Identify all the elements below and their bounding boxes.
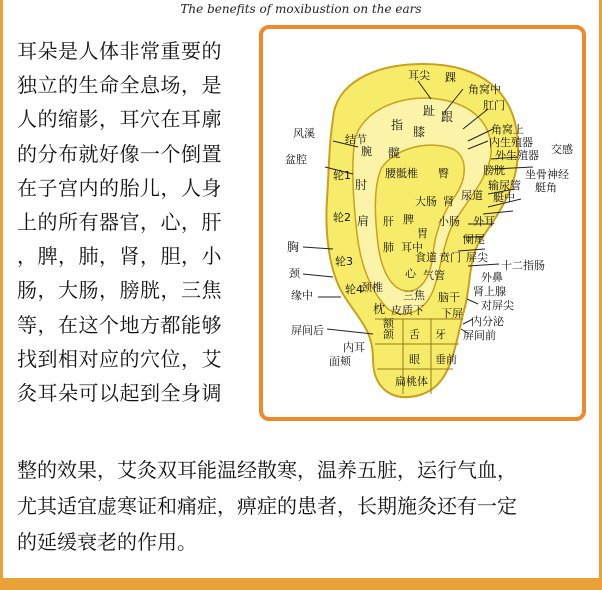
label-pingjianhou: 屏间后 — [291, 324, 324, 337]
label-neck: 颈 — [289, 267, 300, 280]
label-wheel2: 轮2 — [333, 211, 351, 224]
label-appendix: 阑尾 — [463, 233, 485, 246]
label-face: 面颊 — [329, 355, 351, 368]
label-nest-mid: 角窝中 — [468, 83, 501, 96]
closing-paragraph — [17, 452, 592, 560]
label-waiting: 外耳 — [473, 215, 495, 228]
label-wheel3: 轮3 — [335, 255, 353, 268]
paragraph-line: 肠，大肠，膀胱，三焦 — [17, 278, 222, 303]
label-elbow: 肘 — [355, 178, 368, 192]
label-large-int: 大肠 — [415, 195, 437, 208]
paragraph-line: 找到相对应的穴位，艾 — [17, 346, 222, 371]
label-esophagus: 食道 — [415, 251, 437, 264]
ear-diagram-frame — [259, 25, 586, 421]
label-cardia: 贲门 — [439, 251, 461, 264]
label-pingjianqian: 屏间前 — [463, 329, 496, 342]
label-inner-ear: 内耳 — [343, 341, 365, 354]
paragraph-line: 的分布就好像一个倒置 — [17, 141, 222, 166]
label-stomach: 胃 — [417, 227, 428, 240]
label-pelvis: 盆腔 — [285, 153, 307, 166]
label-tongue: 舌 — [409, 328, 420, 341]
paragraph-line: 上的所有器官，心，肝 — [17, 210, 222, 235]
label-kidney: 肾 — [443, 195, 454, 208]
label-buttock: 臀 — [438, 167, 449, 180]
label-tooth: 牙 — [435, 328, 446, 341]
label-wheel1: 轮1 — [333, 169, 351, 182]
paragraph-line: 独立的生命全息场，是 — [17, 73, 222, 98]
paragraph-line: 耳朵是人体非常重要的 — [17, 39, 222, 63]
label-sanjiao: 三焦 — [403, 289, 425, 302]
label-small-int: 小肠 — [438, 215, 460, 228]
label-reproduce-out: 外生殖器 — [495, 149, 539, 162]
label-subcortex: 皮质下 — [391, 304, 424, 317]
label-chuiqian: 垂前 — [435, 353, 457, 366]
label-pituitary: 对屏尖 — [481, 299, 514, 312]
label-forehead: 额 — [383, 317, 394, 330]
intro-paragraph — [17, 34, 255, 410]
bottom-border — [0, 578, 602, 590]
label-trachea: 气管 — [423, 269, 445, 282]
paragraph-line: 等，在这个地方都能够 — [17, 312, 222, 337]
label-occiput: 枕 — [373, 302, 386, 316]
label-toe: 趾 — [423, 104, 436, 118]
ear-acupoint-diagram — [263, 29, 582, 417]
label-sacral: 腰骶椎 — [385, 167, 418, 180]
label-screen-tip: 屏尖 — [466, 251, 488, 264]
label-lunzhong: 缘中 — [291, 289, 313, 302]
label-ear-tip: 耳尖 — [408, 69, 430, 82]
paragraph-line: 整的效果，艾灸双耳能温经散寒，温养五脏，运行气血， — [17, 458, 517, 482]
label-brain: 脑干 — [438, 291, 460, 304]
label-anus: 肛门 — [483, 99, 505, 112]
label-ext-nose: 外鼻 — [481, 271, 503, 284]
label-wind: 风溪 — [293, 127, 315, 140]
label-ting: 艇角 — [535, 181, 557, 194]
label-heart: 心 — [405, 267, 416, 280]
label-xiabing: 下屏 — [441, 307, 463, 320]
paragraph-line: 在子宫内的胎儿，人身 — [17, 175, 222, 200]
label-finger: 指 — [391, 118, 404, 132]
label-lung: 肺 — [383, 241, 394, 254]
label-shoulder: 肩 — [357, 214, 370, 228]
label-tingzhong: 艇中 — [493, 191, 515, 204]
paragraph-line: 的延缓衰老的作用。 — [17, 530, 197, 554]
paragraph-line: 尤其适宜虚寒证和痛症，痹症的患者，长期施灸还有一定 — [17, 494, 517, 518]
label-bladder: 膀胱 — [483, 164, 505, 177]
label-nest-up: 角窝上 — [491, 123, 524, 136]
label-reproduce-in: 内生殖器 — [489, 136, 533, 149]
label-jiaogan: 交感 — [551, 143, 573, 156]
label-neck-vert: 颈椎 — [361, 281, 383, 294]
label-eye: 眼 — [409, 353, 420, 366]
paragraph-line: 人的缩影，耳穴在耳廓 — [17, 107, 222, 132]
label-heel: 跟 — [441, 110, 454, 124]
label-endocrine: 内分泌 — [471, 315, 504, 328]
label-wheel4: 轮4 — [345, 283, 363, 296]
page-heading: The benefits of moxibustion on the ears — [180, 2, 422, 16]
label-jaw: 颌 — [383, 328, 394, 341]
label-ankle: 踝 — [445, 71, 456, 84]
label-liver: 肝 — [383, 215, 394, 228]
label-chest: 胸 — [287, 240, 300, 254]
paragraph-line: ，脾，肺，肾，胆，小 — [17, 244, 222, 269]
label-ear-mid: 耳中 — [401, 241, 423, 254]
label-duodenum: 十二指肠 — [501, 259, 545, 272]
label-adrenal: 肾上腺 — [473, 285, 506, 298]
label-ureter: 输尿管 — [488, 179, 521, 192]
label-knot: 结节 — [345, 133, 367, 146]
label-sciatic: 坐骨神经 — [525, 168, 569, 181]
label-tonsil: 扁桃体 — [395, 375, 428, 388]
label-spleen: 脾 — [403, 213, 414, 226]
label-knee: 膝 — [413, 125, 426, 139]
label-hip: 髋 — [388, 146, 401, 160]
left-border — [0, 0, 3, 590]
label-urethra: 尿道 — [461, 189, 483, 202]
label-wrist: 腕 — [361, 145, 372, 158]
paragraph-line: 灸耳朵可以起到全身调 — [17, 381, 222, 406]
